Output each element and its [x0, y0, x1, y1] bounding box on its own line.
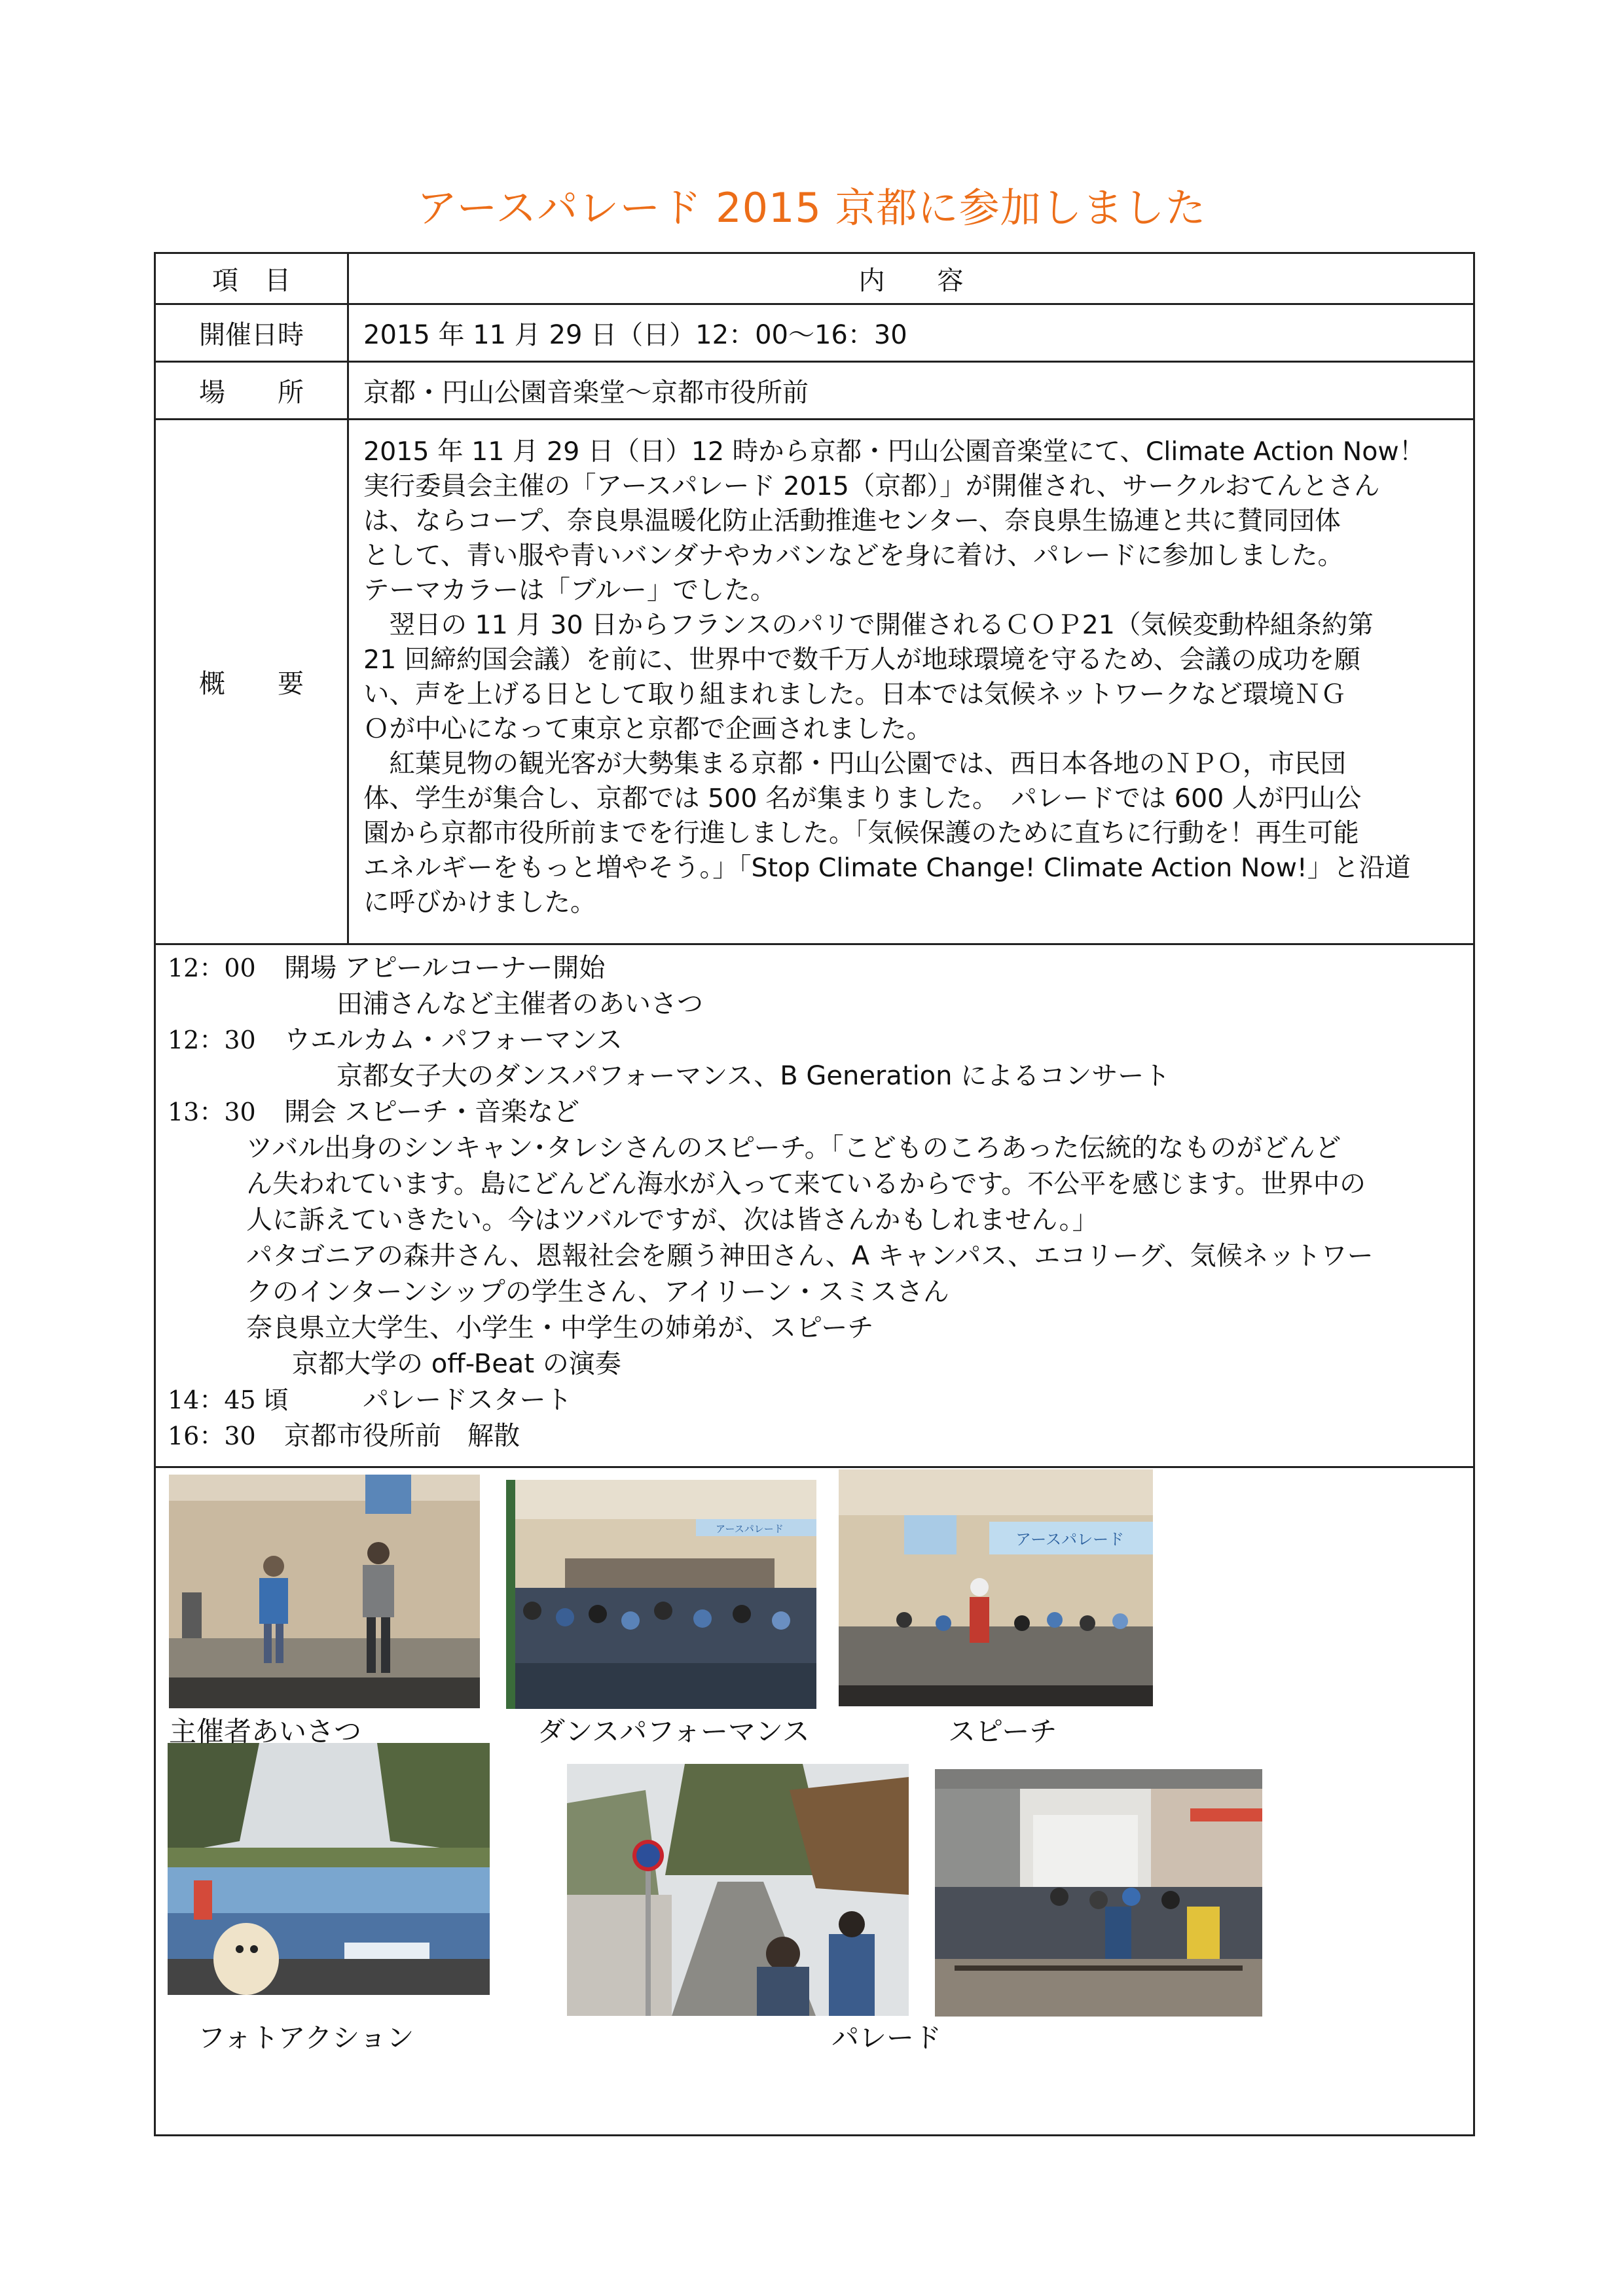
schedule-line	[168, 950, 1374, 986]
summary-line: 2015 年 11 月 29 日（日）12 時から京都・円山公園音楽堂にて、Climate Action Now！	[363, 437, 1425, 467]
summary-line: Ｏが中心になって東京と京都で企画されました。	[363, 714, 932, 744]
summary-line: 実行委員会主催の「アースパレード 2015（京都）」が開催され、サークルおてんとさん	[363, 471, 1380, 501]
schedule-line	[168, 1346, 1374, 1382]
schedule-line	[168, 1094, 1374, 1130]
summary-line: 翌日の 11 月 30 日からフランスのパリで開催されるＣＯＰ21（気候変動枠組条約第	[363, 610, 1374, 640]
page-title: アースパレード 2015 京都に参加しました	[416, 184, 1207, 232]
summary-line: に呼びかけました。	[363, 888, 596, 918]
schedule	[156, 945, 1385, 1466]
date-row	[156, 305, 1473, 363]
caption-dance-performance: ダンスパフォーマンス	[538, 1715, 810, 1748]
report-table	[154, 252, 1475, 2136]
photo-parade-street	[935, 1769, 1262, 2017]
schedule-line	[168, 1238, 1374, 1274]
header-row	[156, 254, 1473, 305]
caption-speech: スピーチ	[948, 1715, 1057, 1748]
summary-line: 紅葉見物の観光客が大勢集まる京都・円山公園では、西日本各地のＮＰＯ，市民団	[363, 749, 1346, 779]
header-content: 内 容	[858, 266, 964, 296]
place-value: 京都・円山公園音楽堂〜京都市役所前	[363, 378, 809, 408]
summary-line: エネルギーをもっと増やそう。」「Stop Climate Change! Climate Action Now!」と沿道	[363, 853, 1411, 883]
summary-row	[156, 420, 1473, 945]
place-row	[156, 363, 1473, 420]
photo-organizer-greeting	[169, 1475, 480, 1708]
schedule-text: 田浦さんなど主催者のあいさつ	[284, 989, 703, 1019]
schedule-text: 奈良県立大学生、小学生・中学生の姉弟が、スピーチ	[246, 1313, 874, 1343]
summary-line: 体、学生が集合し、京都では 500 名が集まりました。 パレードでは 600 人が円山公	[363, 783, 1362, 814]
schedule-text: ツバル出身のシンキャン･タレシさんのスピーチ。「こどものころあった伝統的なものがどんど	[246, 1133, 1341, 1163]
summary-line: は、ならコープ、奈良県温暖化防止活動推進センター、奈良県生協連と共に賛同団体	[363, 506, 1341, 536]
schedule-text: 京都市役所前 解散	[284, 1421, 520, 1451]
schedule-line	[168, 986, 1374, 1022]
photo-parade-path	[567, 1764, 909, 2016]
schedule-text: ん失われています。島にどんどん海水が入って来ているからです。不公平を感じます。世界中の	[246, 1169, 1366, 1199]
schedule-text: 京都女子大のダンスパフォーマンス、B Generation によるコンサート	[284, 1061, 1171, 1091]
photo-speech	[839, 1469, 1153, 1706]
summary-line: として、青い服や青いバンダナやカバンなどを身に着け、パレードに参加しました。	[363, 541, 1344, 571]
schedule-line	[168, 1058, 1374, 1094]
summary-line: 園から京都市役所前までを行進しました。「気候保護のために直ちに行動を！再生可能	[363, 818, 1359, 848]
summary-line: い、声を上げる日として取り組まれました。日本では気候ネットワークなど環境ＮＧ	[363, 679, 1346, 709]
schedule-line	[168, 1310, 1374, 1346]
summary-line: 21 回締約国会議）を前に、世界中で数千万人が地球環境を守るため、会議の成功を願	[363, 645, 1360, 675]
schedule-time: 13：30	[168, 1098, 256, 1126]
photo-row	[156, 1468, 1473, 2134]
schedule-line	[168, 1382, 1374, 1418]
photo-dance-performance	[506, 1480, 816, 1709]
schedule-text: 開場 アピールコーナー開始	[284, 953, 606, 983]
caption-parade: パレード	[831, 2022, 942, 2054]
schedule-text: パレードスタート	[284, 1385, 572, 1415]
schedule-line	[168, 1418, 1374, 1454]
summary-line: テーマカラーは「ブルー」でした。	[363, 575, 776, 605]
schedule-text: パタゴニアの森井さん、恩報社会を願う神田さん、A キャンパス、エコリーグ、気候ネットワー	[246, 1241, 1374, 1271]
caption-organizer-greeting: 主催者あいさつ	[169, 1715, 362, 1748]
schedule-time: 12：00	[168, 954, 256, 982]
summary-label: 概 要	[156, 420, 349, 943]
photo-photo-action	[168, 1743, 490, 1995]
schedule-text: 開会 スピーチ・音楽など	[284, 1097, 580, 1127]
schedule-line	[168, 1130, 1374, 1166]
schedule-time: 16：30	[168, 1422, 256, 1450]
schedule-line	[168, 1166, 1374, 1202]
date-value: 2015 年 11 月 29 日（日）12：00〜16：30	[363, 320, 907, 350]
place-label: 場 所	[156, 363, 349, 418]
schedule-time: 14：45 頃	[168, 1386, 289, 1414]
caption-photo-action: フォトアクション	[198, 2022, 414, 2054]
header-label: 項 目	[156, 254, 349, 303]
schedule-text: ウエルカム・パフォーマンス	[284, 1025, 623, 1055]
schedule-line	[168, 1274, 1374, 1310]
sign-text: アースパレード	[1015, 1530, 1125, 1549]
schedule-text: クのインターンシップの学生さん、アイリーン・スミスさん	[246, 1277, 949, 1307]
sign-text: アースパレード	[716, 1523, 784, 1535]
schedule-text: 京都大学の off-Beat の演奏	[266, 1349, 621, 1379]
schedule-time: 12：30	[168, 1026, 256, 1054]
schedule-row	[156, 945, 1473, 1468]
schedule-line	[168, 1202, 1374, 1238]
summary-text	[349, 420, 1473, 943]
schedule-line	[168, 1022, 1374, 1058]
date-label: 開催日時	[156, 305, 349, 361]
schedule-text: 人に訴えていきたい。今はツバルですが、次は皆さんかもしれません。」	[246, 1205, 1099, 1235]
